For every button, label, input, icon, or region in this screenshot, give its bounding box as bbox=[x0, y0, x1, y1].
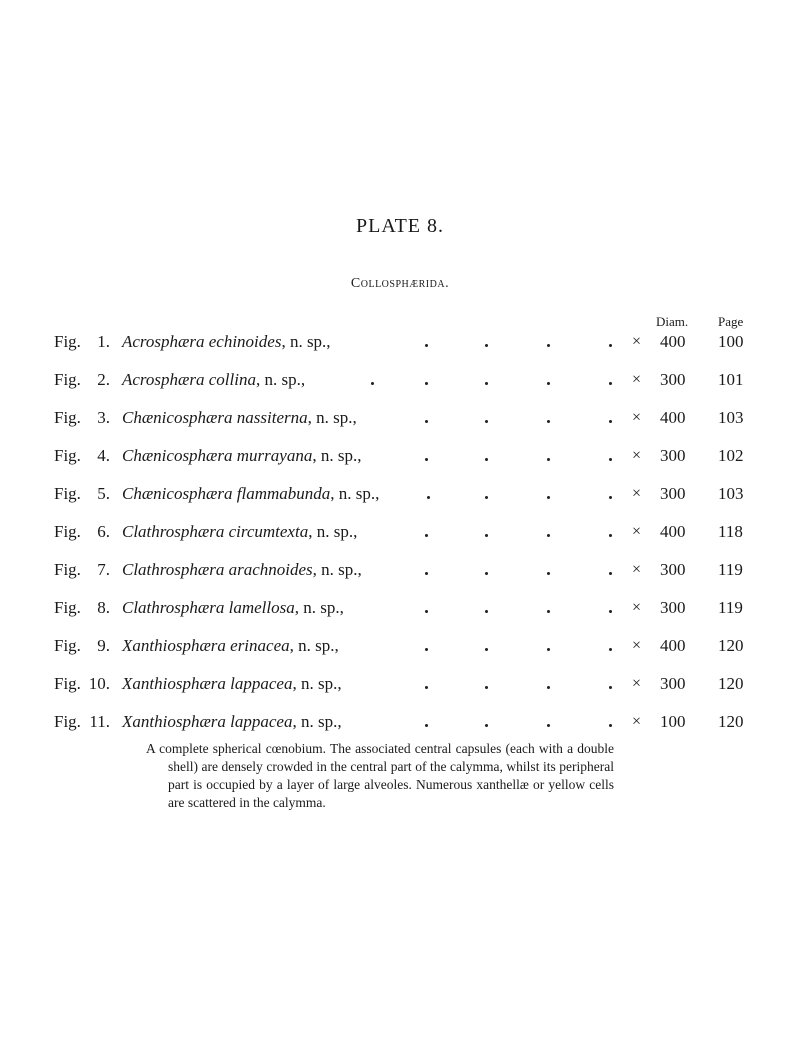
species-entry bbox=[122, 672, 342, 696]
page-value: 103 bbox=[718, 408, 744, 427]
page-value: 100 bbox=[718, 332, 744, 351]
leader-dot bbox=[485, 496, 488, 499]
page-value: 103 bbox=[718, 484, 744, 503]
fig-number: 2. bbox=[97, 370, 110, 389]
species-suffix: , n. sp., bbox=[308, 522, 358, 541]
leader-dot bbox=[547, 496, 550, 499]
species-suffix: , n. sp., bbox=[292, 712, 342, 731]
leader-dot bbox=[609, 534, 612, 537]
fig-label: Fig. bbox=[54, 484, 81, 503]
page-value: 102 bbox=[718, 446, 744, 465]
diameter-value: 400 bbox=[660, 636, 686, 655]
diameter-value: 300 bbox=[660, 560, 686, 579]
species-suffix: , n. sp., bbox=[307, 408, 357, 427]
leader-dot bbox=[371, 382, 374, 385]
leader-dot bbox=[425, 572, 428, 575]
fig-number: 3. bbox=[97, 408, 110, 427]
fig-label: Fig. bbox=[54, 560, 81, 579]
species-entry bbox=[122, 710, 342, 734]
page-value: 120 bbox=[718, 674, 744, 693]
diameter-column-header: Diam. bbox=[656, 314, 689, 329]
fig-number: 7. bbox=[97, 560, 110, 579]
plate-title: PLATE 8. bbox=[356, 215, 444, 237]
leader-dot bbox=[485, 686, 488, 689]
figure-row bbox=[0, 330, 800, 354]
species-suffix: , n. sp., bbox=[289, 636, 339, 655]
figure-row bbox=[0, 444, 800, 468]
section-title: Collosphærida. bbox=[350, 276, 450, 291]
figure-row bbox=[0, 558, 800, 582]
fig-number: 6. bbox=[97, 522, 110, 541]
species-suffix: , n. sp., bbox=[281, 332, 331, 351]
magnification-symbol: × bbox=[632, 485, 642, 502]
leader-dot bbox=[547, 610, 550, 613]
leader-dot bbox=[425, 534, 428, 537]
page-value: 119 bbox=[718, 598, 743, 617]
leader-dot bbox=[609, 572, 612, 575]
page-column-header: Page bbox=[718, 314, 744, 329]
leader-dot bbox=[609, 648, 612, 651]
leader-dot bbox=[485, 382, 488, 385]
leader-dot bbox=[427, 496, 430, 499]
page-value: 120 bbox=[718, 636, 744, 655]
magnification-symbol: × bbox=[632, 599, 642, 616]
leader-dot bbox=[547, 382, 550, 385]
leader-dot bbox=[547, 686, 550, 689]
fig-number: 8. bbox=[97, 598, 110, 617]
leader-dot bbox=[425, 344, 428, 347]
fig-number: 5. bbox=[97, 484, 110, 503]
species-entry bbox=[122, 520, 357, 544]
figure-row bbox=[0, 596, 800, 620]
leader-dot bbox=[547, 572, 550, 575]
leader-dot bbox=[609, 686, 612, 689]
species-name: Clathrosphæra circumtexta bbox=[122, 522, 309, 541]
fig-label: Fig. bbox=[54, 408, 81, 427]
species-suffix: , n. sp., bbox=[292, 674, 342, 693]
figure-row bbox=[0, 634, 800, 658]
diameter-value: 400 bbox=[660, 332, 686, 351]
fig-label: Fig. bbox=[54, 712, 81, 731]
figure-row bbox=[0, 672, 800, 696]
species-name: Xanthiosphæra erinacea bbox=[122, 636, 290, 655]
fig-label: Fig. bbox=[54, 522, 81, 541]
fig-number: 10. bbox=[88, 674, 110, 693]
species-name: Clathrosphæra arachnoides bbox=[122, 560, 313, 579]
fig-number: 1. bbox=[97, 332, 110, 351]
species-name: Xanthiosphæra lappacea bbox=[122, 712, 293, 731]
leader-dot bbox=[547, 724, 550, 727]
leader-dot bbox=[485, 458, 488, 461]
leader-dot bbox=[547, 420, 550, 423]
fig-label: Fig. bbox=[54, 370, 81, 389]
leader-dot bbox=[609, 344, 612, 347]
species-suffix: , n. sp., bbox=[255, 370, 306, 389]
magnification-symbol: × bbox=[632, 561, 642, 578]
page-value: 118 bbox=[718, 522, 743, 541]
diameter-value: 300 bbox=[660, 484, 686, 503]
leader-dot bbox=[485, 648, 488, 651]
fig-number: 11. bbox=[89, 712, 110, 731]
species-name: Acrosphæra collina bbox=[122, 370, 256, 389]
leader-dot bbox=[425, 420, 428, 423]
leader-dot bbox=[425, 724, 428, 727]
diameter-value: 300 bbox=[660, 446, 686, 465]
magnification-symbol: × bbox=[632, 447, 642, 464]
species-entry bbox=[122, 330, 331, 354]
species-entry bbox=[122, 596, 344, 620]
diameter-value: 100 bbox=[660, 712, 686, 731]
page-value: 119 bbox=[718, 560, 743, 579]
leader-dot bbox=[609, 496, 612, 499]
species-name: Clathrosphæra lamellosa bbox=[122, 598, 295, 617]
leader-dot bbox=[425, 610, 428, 613]
page-value: 120 bbox=[718, 712, 744, 731]
leader-dot bbox=[485, 420, 488, 423]
page-value: 101 bbox=[718, 370, 744, 389]
leader-dot bbox=[485, 610, 488, 613]
fig-label: Fig. bbox=[54, 446, 81, 465]
diameter-value: 300 bbox=[660, 370, 686, 389]
species-entry bbox=[122, 406, 357, 430]
diameter-value: 300 bbox=[660, 598, 686, 617]
leader-dot bbox=[609, 420, 612, 423]
figure-row bbox=[0, 520, 800, 544]
diameter-value: 400 bbox=[660, 522, 686, 541]
magnification-symbol: × bbox=[632, 675, 642, 692]
species-name: Xanthiosphæra lappacea bbox=[122, 674, 293, 693]
leader-dot bbox=[609, 382, 612, 385]
leader-dot bbox=[425, 382, 428, 385]
species-entry bbox=[122, 368, 305, 392]
species-entry bbox=[122, 444, 361, 468]
magnification-symbol: × bbox=[632, 333, 642, 350]
species-suffix: , n. sp., bbox=[294, 598, 344, 617]
species-suffix: , n. sp., bbox=[330, 484, 380, 503]
fig-label: Fig. bbox=[54, 636, 81, 655]
leader-dot bbox=[609, 724, 612, 727]
leader-dot bbox=[425, 648, 428, 651]
leader-dot bbox=[547, 534, 550, 537]
magnification-symbol: × bbox=[632, 371, 642, 388]
figure-row bbox=[0, 368, 800, 392]
fig-number: 4. bbox=[97, 446, 110, 465]
magnification-symbol: × bbox=[632, 523, 642, 540]
leader-dot bbox=[485, 572, 488, 575]
fig-label: Fig. bbox=[54, 674, 81, 693]
diameter-value: 300 bbox=[660, 674, 686, 693]
figure-row bbox=[0, 406, 800, 430]
fig-label: Fig. bbox=[54, 332, 81, 351]
species-entry bbox=[122, 482, 379, 506]
leader-dot bbox=[547, 648, 550, 651]
leader-dot bbox=[609, 610, 612, 613]
figure-row bbox=[0, 482, 800, 506]
species-suffix: , n. sp., bbox=[312, 446, 362, 465]
figure-description bbox=[146, 740, 614, 812]
species-name: Chænicosphæra nassiterna bbox=[122, 408, 308, 427]
magnification-symbol: × bbox=[632, 713, 642, 730]
species-suffix: , n. sp., bbox=[312, 560, 362, 579]
diameter-value: 400 bbox=[660, 408, 686, 427]
species-entry bbox=[122, 558, 362, 582]
description-text: A complete spherical cœnobium. The associated central capsules (each with a double shell) are densely crowded in the central part of the calymma, whilst its peripheral part is occupied by a layer of large alveoles. Numerous xanthellæ or yellow cells are scattered in the calymma. bbox=[146, 741, 614, 810]
leader-dot bbox=[609, 458, 612, 461]
species-name: Chænicosphæra flammabunda bbox=[122, 484, 331, 503]
fig-label: Fig. bbox=[54, 598, 81, 617]
leader-dot bbox=[425, 686, 428, 689]
figure-row bbox=[0, 710, 800, 734]
leader-dot bbox=[547, 344, 550, 347]
species-name: Acrosphæra echinoides bbox=[122, 332, 282, 351]
magnification-symbol: × bbox=[632, 637, 642, 654]
fig-number: 9. bbox=[97, 636, 110, 655]
magnification-symbol: × bbox=[632, 409, 642, 426]
leader-dot bbox=[547, 458, 550, 461]
species-name: Chænicosphæra murrayana bbox=[122, 446, 313, 465]
leader-dot bbox=[485, 534, 488, 537]
leader-dot bbox=[485, 724, 488, 727]
leader-dot bbox=[425, 458, 428, 461]
species-entry bbox=[122, 634, 339, 658]
leader-dot bbox=[485, 344, 488, 347]
